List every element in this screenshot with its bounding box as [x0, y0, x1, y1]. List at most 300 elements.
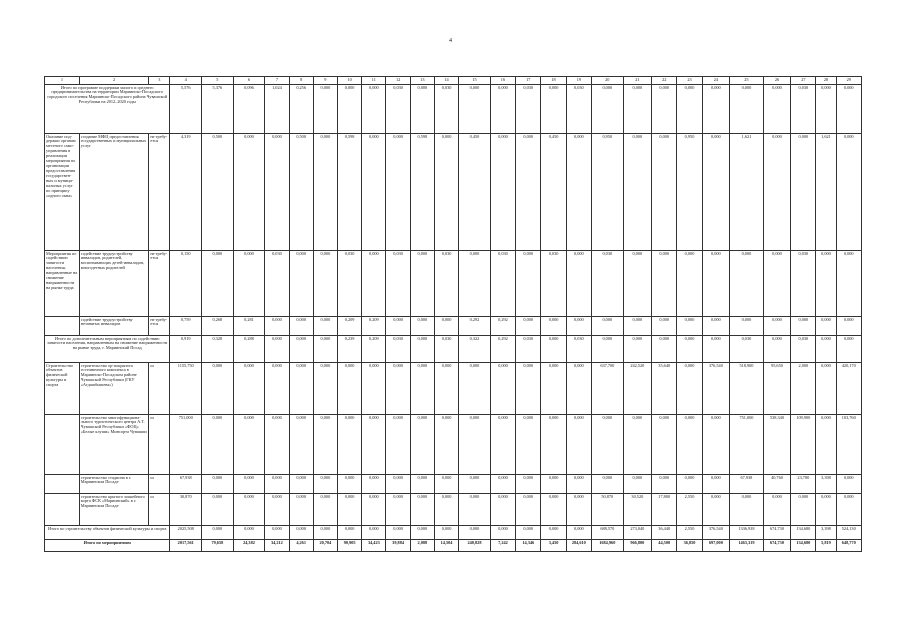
value-cell: 0,000	[289, 526, 313, 540]
value-cell: 5,376	[202, 85, 234, 134]
value-cell: 0,000	[338, 475, 362, 494]
value-cell: 0,000	[516, 363, 541, 415]
value-cell: 0,000	[677, 85, 702, 134]
row-item: содействие трудоустройству незанятых инвалидов	[79, 317, 149, 336]
value-cell: 0,030	[791, 251, 816, 317]
value-cell: 0,000	[516, 475, 541, 494]
value-cell: 95,650	[763, 363, 790, 415]
value-cell: 0,239	[338, 336, 362, 363]
header-cell: 21	[623, 77, 651, 85]
row-category	[45, 415, 80, 475]
value-cell: 751,000	[170, 415, 202, 475]
row-total-label: Итого по мероприятиям	[45, 540, 170, 552]
value-cell: 0,000	[836, 494, 862, 526]
value-cell: 0,759	[170, 317, 202, 336]
value-cell: 0,000	[490, 85, 515, 134]
value-cell: 0,000	[313, 317, 337, 336]
row-item: содействие трудоустройству инвалидов, родителей, воспитывающих детей-инвалидов, многодетных родителей	[79, 251, 149, 317]
value-cell: 0,450	[459, 134, 491, 251]
value-cell: 134,680	[791, 526, 816, 540]
value-cell: 0,000	[541, 475, 566, 494]
value-cell: 0,000	[386, 475, 410, 494]
value-cell: 0,030	[516, 336, 541, 363]
value-cell: 0,000	[836, 251, 862, 317]
value-cell: 67,938	[730, 475, 764, 494]
value-cell: 0,000	[541, 494, 566, 526]
value-cell: 0,000	[289, 317, 313, 336]
value-cell: 0,000	[362, 475, 386, 494]
table-row	[45, 363, 862, 415]
value-cell: 5,576	[170, 85, 202, 134]
row-unit: не требу-ется	[149, 251, 170, 317]
value-cell: 0,000	[623, 251, 651, 317]
value-cell: 0,000	[816, 251, 836, 317]
value-cell: 0,000	[591, 415, 623, 475]
value-cell: 0,000	[289, 251, 313, 317]
value-cell: 0,000	[386, 526, 410, 540]
value-cell: 67,938	[170, 475, 202, 494]
value-cell: 0,000	[289, 494, 313, 526]
value-cell: 0,000	[816, 415, 836, 475]
value-cell: 0,000	[623, 134, 651, 251]
value-cell: 0,000	[434, 134, 458, 251]
value-cell: 0,000	[313, 415, 337, 475]
value-cell: 0,000	[410, 336, 434, 363]
value-cell: 0,000	[652, 475, 677, 494]
value-cell: 0,000	[265, 415, 289, 475]
value-cell: 0,000	[265, 363, 289, 415]
value-cell: 0,000	[730, 251, 764, 317]
header-cell: 7	[265, 77, 289, 85]
row-total-label: Итого по дополнительным мероприятиям по содействию занятости населения, направленным на снижение напряженности на рынке труда, г. Мариинский Посад	[45, 336, 170, 363]
header-cell: 10	[338, 77, 362, 85]
value-cell: 0,000	[490, 494, 515, 526]
value-cell: 0,000	[490, 134, 515, 251]
value-cell: 0,000	[566, 415, 591, 475]
value-cell: 0,000	[202, 475, 234, 494]
value-cell: 0,000	[836, 85, 862, 134]
value-cell: 0,000	[338, 85, 362, 134]
value-cell: 0,000	[233, 134, 265, 251]
value-cell: 0,000	[410, 526, 434, 540]
value-cell: 524,130	[836, 526, 862, 540]
value-cell: 0,000	[516, 134, 541, 251]
value-cell: 14,346	[516, 540, 541, 552]
header-cell: 24	[702, 77, 729, 85]
value-cell: 0,000	[623, 336, 651, 363]
value-cell: 0,000	[677, 317, 702, 336]
header-cell: 11	[362, 77, 386, 85]
value-cell: 0,000	[566, 475, 591, 494]
value-cell: 0,000	[289, 336, 313, 363]
value-cell: 0,000	[591, 317, 623, 336]
header-cell: 15	[459, 77, 491, 85]
table-row	[45, 85, 862, 134]
value-cell: 0,000	[702, 494, 729, 526]
value-cell: 0,030	[434, 251, 458, 317]
value-cell: 1,024	[265, 85, 289, 134]
value-cell: 240,828	[459, 540, 491, 552]
value-cell: 5,819	[816, 540, 836, 552]
value-cell: 0,000	[313, 251, 337, 317]
value-cell: 0,000	[362, 363, 386, 415]
value-cell: 273,040	[623, 526, 651, 540]
value-cell: 0,000	[202, 363, 234, 415]
value-cell: 0,000	[652, 317, 677, 336]
value-cell: 0,000	[313, 85, 337, 134]
header-cell: 18	[541, 77, 566, 85]
value-cell: 0,000	[459, 494, 491, 526]
value-cell: 0,000	[362, 526, 386, 540]
value-cell: 0,000	[490, 415, 515, 475]
value-cell: 2,000	[791, 363, 816, 415]
value-cell: 3,450	[541, 540, 566, 552]
value-cell: 40,760	[763, 475, 790, 494]
value-cell: 0,292	[490, 336, 515, 363]
value-cell: 0,000	[566, 494, 591, 526]
row-category: Оказание под-держки органам местного само-управления в реализации мероприятия по организации предоставления государствен-ных и муници-пальных услуг по принципу «одного окна»	[45, 134, 80, 251]
value-cell: 2,088	[410, 540, 434, 552]
value-cell: 4,319	[170, 134, 202, 251]
value-cell: 0,000	[265, 336, 289, 363]
value-cell: 0,000	[289, 475, 313, 494]
value-cell: 0,030	[541, 251, 566, 317]
header-cell: 8	[289, 77, 313, 85]
value-cell: 0,000	[591, 336, 623, 363]
value-cell: 0,000	[516, 526, 541, 540]
value-cell: 0,598	[338, 134, 362, 251]
value-cell: 36,850	[677, 540, 702, 552]
table-row	[45, 415, 862, 475]
value-cell: 0,000	[434, 317, 458, 336]
header-cell: 19	[566, 77, 591, 85]
value-cell: 0,000	[652, 134, 677, 251]
value-cell: 134,680	[791, 540, 816, 552]
value-cell: 0,000	[410, 363, 434, 415]
table-row	[45, 317, 862, 336]
value-cell: 0,209	[362, 317, 386, 336]
value-cell: 0,000	[677, 415, 702, 475]
value-cell: 2,550	[677, 526, 702, 540]
value-cell: 0,209	[362, 336, 386, 363]
value-cell: 109,900	[791, 415, 816, 475]
value-cell: 0,030	[791, 85, 816, 134]
value-cell: 0,000	[702, 134, 729, 251]
value-cell: 0,000	[289, 363, 313, 415]
header-cell: 2	[79, 77, 149, 85]
value-cell: 674,730	[763, 540, 790, 552]
value-cell: 0,000	[516, 251, 541, 317]
value-cell: 0,000	[541, 317, 566, 336]
value-cell: 1463,319	[730, 540, 764, 552]
table-row	[45, 336, 862, 363]
value-cell: 0,000	[386, 494, 410, 526]
value-cell: 0,000	[702, 317, 729, 336]
value-cell: 1,621	[816, 134, 836, 251]
value-cell: 0,000	[730, 85, 764, 134]
value-cell: 0,000	[459, 526, 491, 540]
value-cell: 0,000	[233, 415, 265, 475]
value-cell: 0,000	[816, 494, 836, 526]
value-cell: 0,000	[763, 85, 790, 134]
value-cell: 376,540	[702, 363, 729, 415]
header-cell: 26	[763, 77, 790, 85]
row-unit: не требу-ется	[149, 134, 170, 251]
value-cell: 0,000	[459, 475, 491, 494]
value-cell: 0,000	[566, 134, 591, 251]
value-cell: 0,030	[434, 336, 458, 363]
value-cell: 0,030	[386, 336, 410, 363]
header-cell: 16	[490, 77, 515, 85]
value-cell: 0,209	[338, 317, 362, 336]
value-cell: 242,520	[623, 363, 651, 415]
value-cell: 0,000	[652, 415, 677, 475]
value-cell: 0,000	[338, 526, 362, 540]
value-cell: 0,598	[410, 134, 434, 251]
value-cell: 2017,561	[170, 540, 202, 552]
value-cell: 674,730	[763, 526, 790, 540]
value-cell: 34,423	[362, 540, 386, 552]
value-cell: 0,268	[202, 317, 234, 336]
value-cell: 0,000	[434, 526, 458, 540]
value-cell: 538,340	[763, 415, 790, 475]
value-cell: 24,382	[233, 540, 265, 552]
header-cell: 5	[202, 77, 234, 85]
value-cell: 0,000	[816, 363, 836, 415]
value-cell: 0,000	[566, 526, 591, 540]
value-cell: 0,000	[202, 494, 234, 526]
value-cell: 0,000	[459, 251, 491, 317]
value-cell: 0,000	[763, 317, 790, 336]
value-cell: 0,000	[233, 475, 265, 494]
value-cell: 0,000	[362, 134, 386, 251]
value-cell: 0,000	[338, 494, 362, 526]
header-cell: 9	[313, 77, 337, 85]
value-cell: 0,000	[763, 251, 790, 317]
value-cell: 0,000	[763, 494, 790, 526]
value-cell: 420,170	[836, 363, 862, 415]
row-category: Строительство объектов физической культуры и спорта	[45, 363, 80, 415]
value-cell: 648,770	[836, 540, 862, 552]
value-cell: 0,000	[516, 415, 541, 475]
value-cell: 0,000	[410, 251, 434, 317]
header-cell: 14	[434, 77, 458, 85]
value-cell: 376,540	[702, 526, 729, 540]
value-cell: 0,000	[265, 475, 289, 494]
value-cell: 0,000	[541, 415, 566, 475]
value-cell: 0,000	[591, 85, 623, 134]
value-cell: 0,030	[730, 336, 764, 363]
value-cell: 0,000	[313, 526, 337, 540]
value-cell: 0,000	[541, 336, 566, 363]
value-cell: 0,000	[677, 475, 702, 494]
value-cell: 0,000	[233, 251, 265, 317]
value-cell: 0,000	[265, 134, 289, 251]
value-cell: 0,000	[702, 251, 729, 317]
header-row	[45, 77, 862, 85]
value-cell: 697,000	[702, 540, 729, 552]
page-number: 4	[449, 38, 452, 44]
value-cell: 0,000	[313, 363, 337, 415]
value-cell: 0,000	[434, 475, 458, 494]
value-cell: 0,000	[763, 134, 790, 251]
value-cell: 637,700	[591, 363, 623, 415]
value-cell: 0,000	[623, 475, 651, 494]
value-cell: 0,000	[791, 134, 816, 251]
value-cell: 0,000	[702, 336, 729, 363]
value-cell: 0,000	[791, 317, 816, 336]
value-cell: 0,000	[677, 336, 702, 363]
value-cell: 0,000	[459, 85, 491, 134]
value-cell: 103,760	[836, 415, 862, 475]
value-cell: 0,000	[566, 317, 591, 336]
value-cell: 79,658	[202, 540, 234, 552]
value-cell: 0,000	[516, 494, 541, 526]
value-cell: 14,504	[434, 540, 458, 552]
value-cell: 0,000	[265, 526, 289, 540]
value-cell: 0,030	[490, 251, 515, 317]
value-cell: 0,000	[652, 251, 677, 317]
value-cell: 7,242	[490, 540, 515, 552]
row-category	[45, 317, 80, 336]
value-cell: 0,000	[623, 85, 651, 134]
value-cell: 0,000	[362, 85, 386, 134]
value-cell: 0,030	[566, 336, 591, 363]
value-cell: 1,621	[730, 134, 764, 251]
value-cell: 0,000	[623, 415, 651, 475]
value-cell: 0,000	[490, 526, 515, 540]
header-cell: 23	[677, 77, 702, 85]
value-cell: 0,000	[591, 475, 623, 494]
value-cell: 30,870	[170, 494, 202, 526]
value-cell: 0,000	[338, 363, 362, 415]
value-cell: 0,000	[836, 336, 862, 363]
value-cell: 0,000	[233, 526, 265, 540]
value-cell: 0,000	[652, 85, 677, 134]
value-cell: 0,000	[434, 415, 458, 475]
value-cell: 23,780	[791, 475, 816, 494]
value-cell: 0,281	[233, 317, 265, 336]
value-cell: 35,640	[652, 363, 677, 415]
value-cell: 0,256	[289, 85, 313, 134]
table-row	[45, 494, 862, 526]
row-unit: не требу-ется	[149, 317, 170, 336]
value-cell: 4,261	[289, 540, 313, 552]
value-cell: 0,000	[623, 317, 651, 336]
header-cell: 4	[170, 77, 202, 85]
header-cell: 3	[149, 77, 170, 85]
header-cell: 22	[652, 77, 677, 85]
table-row	[45, 475, 862, 494]
value-cell: 3,398	[816, 475, 836, 494]
value-cell: 0,000	[202, 526, 234, 540]
value-cell: 0,000	[233, 363, 265, 415]
value-cell: 0,500	[289, 134, 313, 251]
value-cell: 0,000	[677, 251, 702, 317]
row-item: строительство крытого хоккейного корта ФСК «Мариинский» в г. Мариинском Посаде	[79, 494, 149, 526]
value-cell: 0,000	[313, 494, 337, 526]
row-category	[45, 475, 80, 494]
value-cell: 0,000	[313, 336, 337, 363]
value-cell: 1684,960	[591, 540, 623, 552]
row-item: создание МФЦ предоставления государственных и муниципальных услуг	[79, 134, 149, 251]
value-cell: 0,000	[702, 475, 729, 494]
value-cell: 0,000	[410, 494, 434, 526]
row-category	[45, 494, 80, 526]
value-cell: 0,000	[313, 134, 337, 251]
value-cell: 1336,938	[730, 526, 764, 540]
value-cell: 17,800	[652, 494, 677, 526]
value-cell: 688,570	[591, 526, 623, 540]
value-cell: 0,000	[490, 475, 515, 494]
value-cell: 0,000	[816, 85, 836, 134]
value-cell: 3,398	[816, 526, 836, 540]
row-item: строительство многофункциона-льного туристического центра А.Т. Чувашской Республики «ФОЦ» «Белые клуши» Минсорта Чувашии	[79, 415, 149, 475]
value-cell: 30,520	[623, 494, 651, 526]
value-cell: 0,000	[541, 363, 566, 415]
value-cell: 0,000	[677, 363, 702, 415]
value-cell: 0,000	[265, 317, 289, 336]
row-item: строительство стадиона в г. Мариинском Посаде	[79, 475, 149, 494]
value-cell: 0,000	[836, 317, 862, 336]
row-total-label: Итого по строительству объектов физической культуры и спорта	[45, 526, 170, 540]
header-cell: 13	[410, 77, 434, 85]
value-cell: 0,000	[289, 415, 313, 475]
value-cell: 0,000	[516, 317, 541, 336]
value-cell: 0,950	[591, 134, 623, 251]
value-cell: 0,000	[386, 317, 410, 336]
value-cell: 0,450	[541, 134, 566, 251]
value-cell: 0,030	[434, 85, 458, 134]
value-cell: 0,000	[791, 494, 816, 526]
data-table	[44, 76, 862, 552]
header-cell: 6	[233, 77, 265, 85]
value-cell: 0,292	[459, 317, 491, 336]
header-cell: 20	[591, 77, 623, 85]
value-cell: 0,328	[202, 336, 234, 363]
value-cell: 284,610	[566, 540, 591, 552]
value-cell: 0,030	[591, 251, 623, 317]
value-cell: 0,000	[702, 415, 729, 475]
value-cell: 0,030	[386, 251, 410, 317]
value-cell: 0,000	[202, 415, 234, 475]
value-cell: 0,000	[816, 336, 836, 363]
value-cell: 0,000	[410, 317, 434, 336]
value-cell: 20,704	[313, 540, 337, 552]
value-cell: 0,000	[459, 415, 491, 475]
row-item: строительство ор-покрытого гостиничного комплекса в Мариинско-Посадском районе Чувашской Республики (ГКУ «Агдашбышева»)	[79, 363, 149, 415]
header-cell: 12	[386, 77, 410, 85]
value-cell: 0,000	[730, 317, 764, 336]
value-cell: 0,919	[170, 336, 202, 363]
value-cell: 0,000	[652, 336, 677, 363]
value-cell: 2025,508	[170, 526, 202, 540]
value-cell: 0,000	[362, 415, 386, 475]
value-cell: 966,800	[623, 540, 651, 552]
value-cell: 0,000	[836, 475, 862, 494]
value-cell: 518,900	[730, 363, 764, 415]
value-cell: 0,000	[816, 317, 836, 336]
value-cell: 0,000	[490, 363, 515, 415]
value-cell: 0,000	[410, 415, 434, 475]
value-cell: 0,292	[490, 317, 515, 336]
value-cell: 0,000	[434, 363, 458, 415]
value-cell: 0,288	[233, 336, 265, 363]
table-row	[45, 251, 862, 317]
value-cell: 0,000	[362, 251, 386, 317]
table-row	[45, 134, 862, 251]
header-cell: 27	[791, 77, 816, 85]
